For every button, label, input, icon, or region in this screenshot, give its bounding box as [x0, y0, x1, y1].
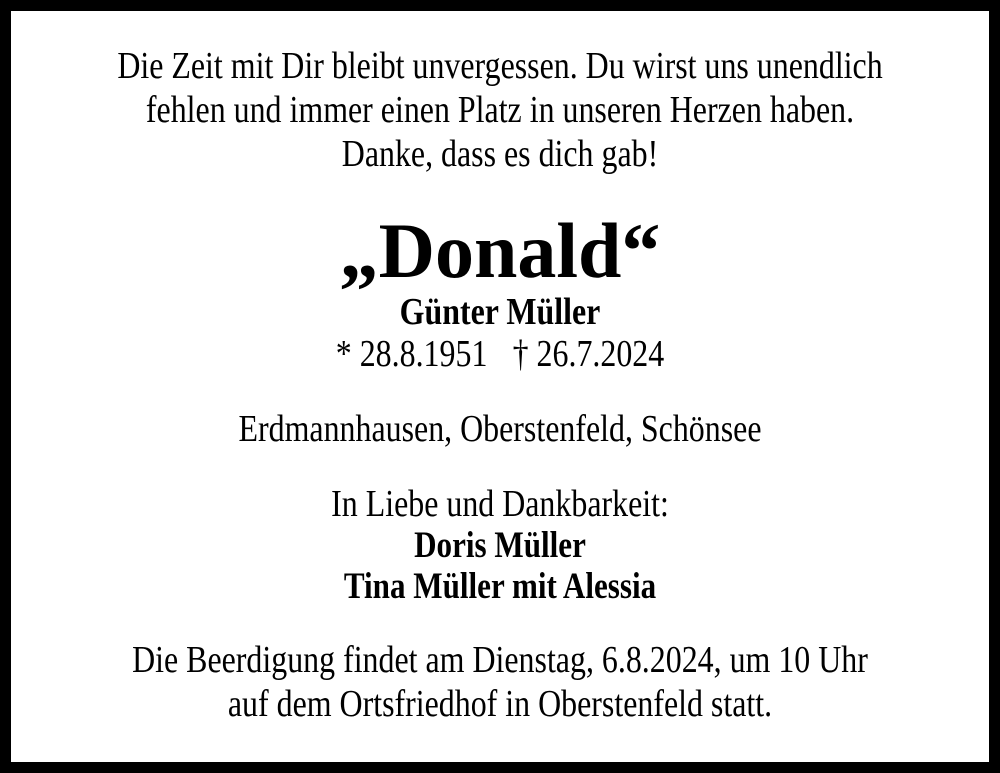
death-date: † 26.7.2024: [512, 333, 665, 375]
deceased-nickname: „Donald“: [339, 207, 661, 294]
life-dates: [89, 332, 911, 376]
funeral-line-2: auf dem Ortsfriedhof in Oberstenfeld statt.: [227, 683, 773, 725]
mourner-name: Doris Müller: [414, 525, 586, 566]
birth-date: * 28.8.1951: [335, 333, 488, 375]
mourner-name: Tina Müller mit Alessia: [343, 566, 657, 607]
places-line: Erdmannhausen, Oberstenfeld, Schönsee: [238, 408, 762, 450]
farewell-intro: In Liebe und Dankbarkeit:: [331, 483, 669, 525]
farewell-block: [89, 484, 911, 607]
funeral-line-1: Die Beerdigung findet am Dienstag, 6.8.2024, um 10 Uhr: [132, 639, 868, 681]
funeral-info: [89, 638, 911, 726]
verse-line-2: fehlen und immer einen Platz in unseren Herzen haben.: [145, 89, 855, 131]
verse-line-1: Die Zeit mit Dir bleibt unvergessen. Du wirst uns unendlich: [117, 45, 883, 87]
verse-line-3: Danke, dass es dich gab!: [341, 133, 659, 175]
deceased-full-name: Günter Müller: [399, 291, 601, 333]
memorial-verse: [89, 44, 911, 176]
